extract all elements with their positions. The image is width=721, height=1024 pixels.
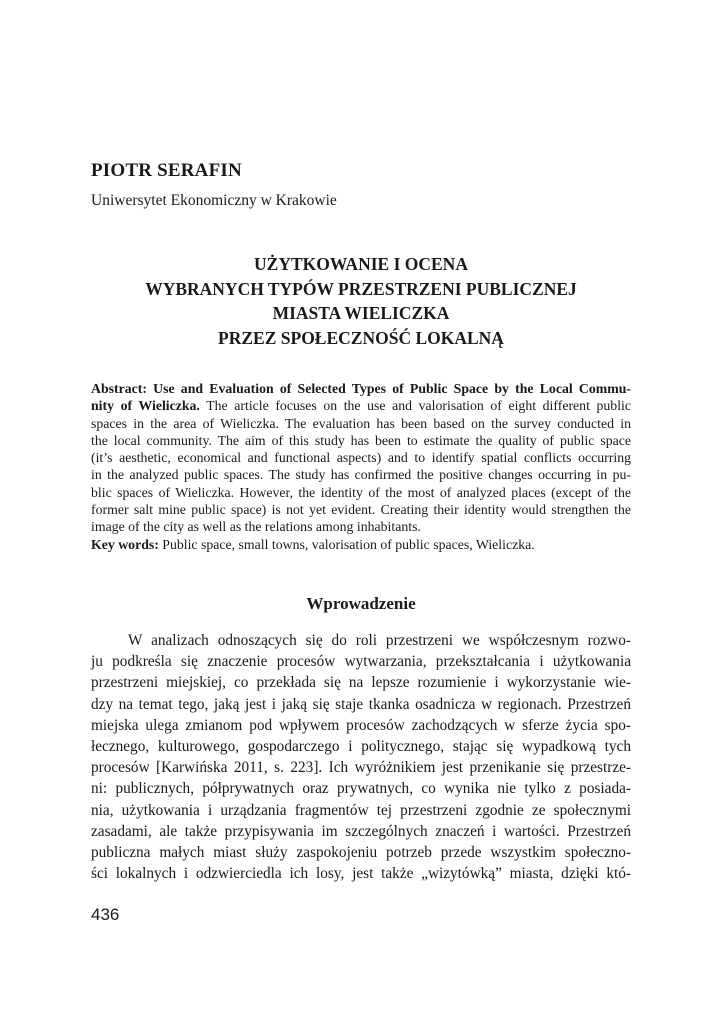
- page-number: 436: [91, 905, 120, 924]
- abstract-line: [91, 397, 631, 414]
- title-line: PRZEZ SPOŁECZNOŚĆ LOKALNĄ: [218, 327, 504, 348]
- body-line: ju podkreśla się znaczenie procesów wytwarzania, przekształcania i użytkowania: [91, 653, 631, 671]
- abstract-line: former salt mine public space) is not yet evident. Creating their identity would strengthen the: [91, 502, 631, 518]
- body-line: dzy na temat tego, jaką jest i jaką się staje tkanka osadnicza w regionach. Przestrzeń: [91, 695, 631, 713]
- body-line: W analizach odnoszących się do roli przestrzeni we współczesnym rozwo-: [128, 632, 631, 649]
- keywords-label: Key words:: [91, 536, 159, 552]
- section-heading: Wprowadzenie: [306, 594, 416, 613]
- body-line: procesów [Karwińska 2011, s. 223]. Ich wyróżnikiem jest przenikanie się przestrze-: [91, 759, 631, 777]
- body-line: miejska ulega zmianom pod wpływem procesów zachodzących w sferze życia spo-: [91, 716, 631, 734]
- title-line: WYBRANYCH TYPÓW PRZESTRZENI PUBLICZNEJ: [145, 278, 577, 299]
- keywords-line: [91, 536, 631, 553]
- body-line: łecznego, kulturowego, gospodarczego i politycznego, stając się wypadkową tych: [91, 737, 631, 755]
- body-line: przestrzeni miejskiej, co przekłada się na lepsze rozumienie i wykorzystanie wie-: [91, 674, 631, 692]
- abstract-label: Abstract:: [91, 381, 147, 396]
- title-line: MIASTA WIELICZKA: [272, 303, 450, 323]
- abstract-english-title-end: nity of Wieliczka.: [91, 398, 200, 414]
- abstract-line: [91, 380, 631, 397]
- abstract-line: blic spaces of Wieliczka. However, the identity of the most of analyzed places (except of the: [91, 484, 631, 500]
- body-line: nia, użytkowania i urządzania fragmentów tej przestrzeni zgodnie ze społecznymi: [91, 801, 631, 819]
- author-affiliation: Uniwersytet Ekonomiczny w Krakowie: [91, 192, 337, 209]
- abstract-line: in the analyzed public spaces. The study has confirmed the positive changes occurring in pu-: [91, 467, 631, 483]
- abstract-line: (it’s aesthetic, economical and functional aspects) and to identify spatial conflicts occurring: [91, 450, 631, 466]
- abstract-english-title: Use and Evaluation of Selected Types of Public Space by the Local Commu-: [153, 381, 631, 396]
- abstract-line: image of the city as well as the relations among inhabitants.: [91, 519, 421, 535]
- keywords-text: Public space, small towns, valorisation of public spaces, Wieliczka.: [162, 536, 535, 552]
- abstract-text: The article focuses on the use and valorisation of eight different public: [206, 398, 631, 414]
- body-line: ni: publicznych, półprywatnych oraz prywatnych, co wynika nie tylko z posiada-: [91, 780, 631, 798]
- body-paragraph: [91, 630, 631, 884]
- abstract-line: the local community. The aim of this study has been to estimate the quality of public space: [91, 432, 631, 448]
- article-title: [91, 252, 631, 350]
- body-line: publiczna małych miast służy zaspokojeniu potrzeb przede wszystkim społeczno-: [91, 843, 631, 861]
- abstract-line: spaces in the area of Wieliczka. The evaluation has been based on the survey conducted in: [91, 415, 631, 431]
- title-line: UŻYTKOWANIE I OCENA: [254, 254, 468, 274]
- body-line: zasadami, ale także przypisywania im szczególnych znaczeń i wartości. Przestrzeń: [91, 822, 631, 840]
- abstract: [91, 380, 631, 553]
- author-name: PIOTR SERAFIN: [91, 160, 242, 181]
- body-line: ści lokalnych i odzwierciedla ich losy, jest także „wizytówką” miasta, dzięki któ-: [91, 865, 631, 883]
